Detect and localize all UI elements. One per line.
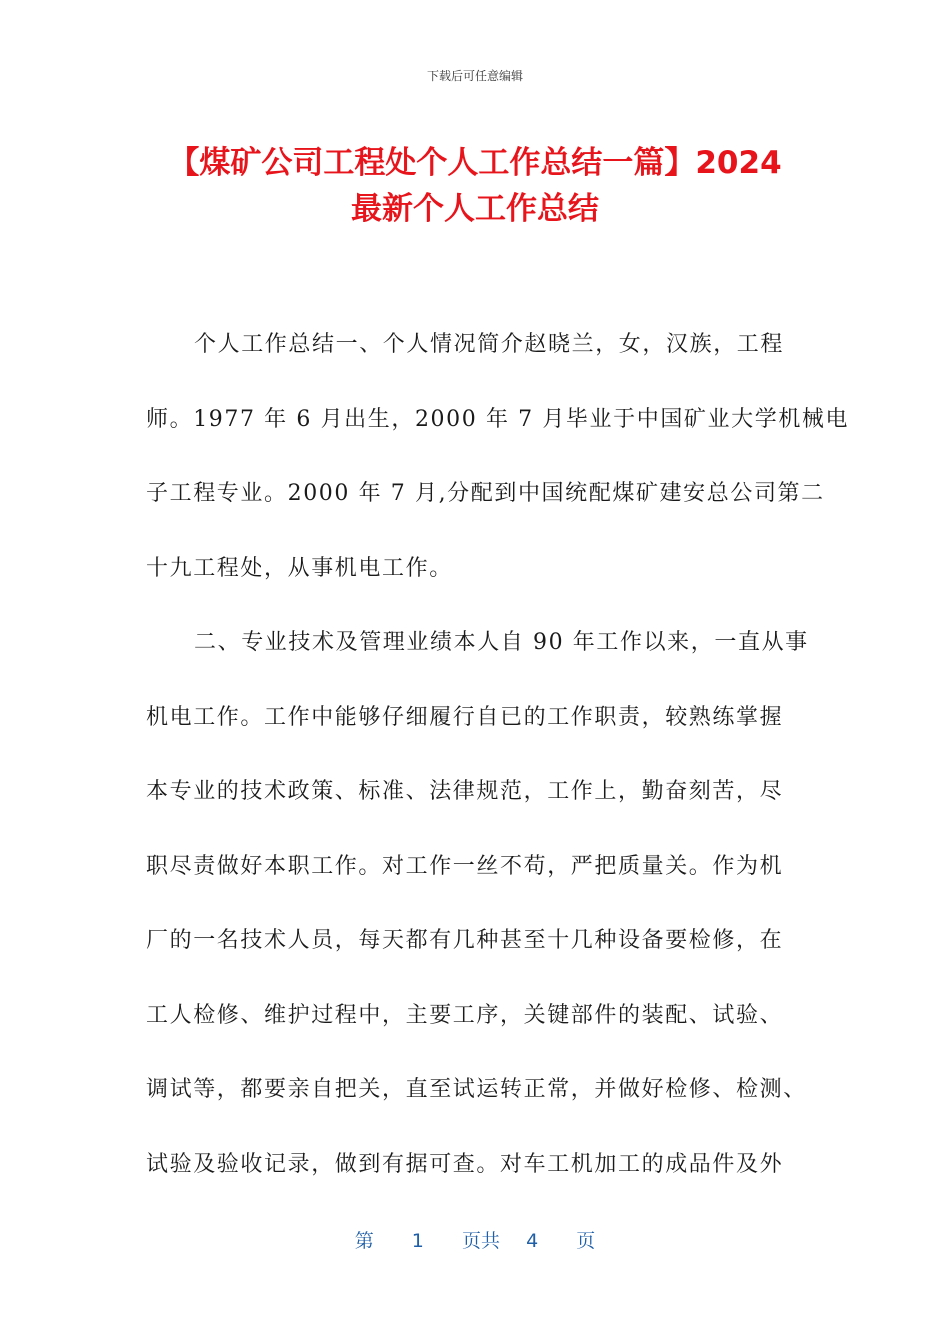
body-line: 子工程专业。2000 年 7 月,分配到中国统配煤矿建安总公司第二 (146, 481, 825, 506)
body-line: 二、专业技术及管理业绩本人自 90 年工作以来，一直从事 (194, 630, 809, 655)
footer-prefix: 第 (354, 1230, 374, 1252)
page-footer (0, 1226, 950, 1253)
footer-page-number: 1 (411, 1230, 424, 1252)
footer-suffix: 页 (576, 1230, 596, 1252)
title-line-1: 【煤矿公司工程处个人工作总结一篇】2024 (168, 145, 782, 181)
body-line: 工人检修、维护过程中，主要工序，关键部件的装配、试验、 (146, 1002, 784, 1028)
body-line: 试验及验收记录，做到有据可查。对车工机加工的成品件及外 (146, 1151, 784, 1177)
body-line: 职尽责做好本职工作。对工作一丝不苟，严把质量关。作为机 (146, 853, 784, 879)
title-line-2: 最新个人工作总结 (351, 191, 599, 227)
body-line: 个人工作总结一、个人情况简介赵晓兰，女，汉族，工程 (194, 332, 785, 357)
document-body (146, 308, 850, 1202)
body-line: 调试等，都要亲自把关，直至试运转正常，并做好检修、检测、 (146, 1077, 807, 1102)
body-line: 十九工程处，从事机电工作。 (146, 555, 453, 581)
footer-total-pages: 4 (526, 1230, 539, 1252)
body-line: 本专业的技术政策、标准、法律规范，工作上，勤奋刻苦，尽 (146, 779, 784, 804)
body-line: 机电工作。工作中能够仔细履行自已的工作职责，较熟练掌握 (146, 704, 784, 730)
document-title (120, 140, 830, 232)
body-line: 厂的一名技术人员，每天都有几种甚至十几种设备要检修，在 (146, 928, 784, 953)
page-header-note: 下载后可任意编辑 (426, 69, 523, 83)
footer-mid: 页共 (461, 1230, 500, 1252)
body-line: 师。1977 年 6 月出生，2000 年 7 月毕业于中国矿业大学机械电 (146, 406, 850, 432)
